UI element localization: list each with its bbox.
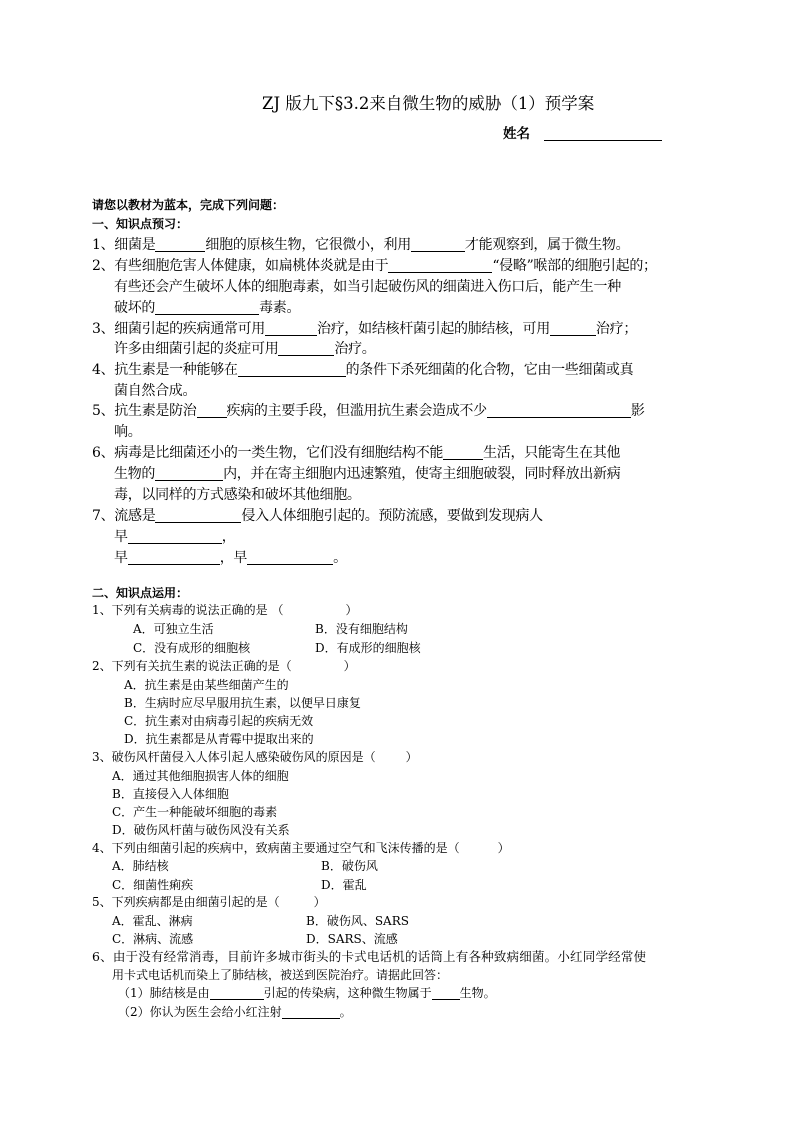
s1-q5-line2: 响。 bbox=[114, 424, 142, 440]
s1-q4-line1: 4、抗生素是一种能够在 的条件下杀死细菌的化合物，它由一些细菌或真 bbox=[92, 362, 634, 378]
s1-q7-line3: 早 ，早 。 bbox=[114, 550, 347, 566]
s1-q3-line1: 3、细菌引起的疾病通常可用 治疗，如结核杆菌引起的肺结核，可用 治疗； bbox=[92, 321, 638, 337]
s2-q5-C: C．淋病、流感 bbox=[112, 932, 194, 946]
s1-q6-line1: 6、病毒是比细菌还小的一类生物，它们没有细胞结构不能 生活，只能寄生在其他 bbox=[92, 445, 621, 461]
s2-q6-sub2: （2）你认为医生会给小红注射 。 bbox=[118, 1005, 352, 1019]
page-title: ZJ 版九下§3.2来自微生物的威胁（1）预学案 bbox=[262, 94, 595, 113]
s2-q3-stem: 3、破伤风杆菌侵入人体引起人感染破伤风的原因是（ ） bbox=[92, 750, 418, 764]
s2-q2-B: B．生病时应尽早服用抗生素，以便早日康复 bbox=[124, 696, 361, 710]
name-field bbox=[503, 122, 662, 142]
s2-q2-stem: 2、下列有关抗生素的说法正确的是（ ） bbox=[92, 659, 356, 673]
s2-q2-C: C．抗生素对由病毒引起的疾病无效 bbox=[124, 714, 314, 728]
s2-q3-A: A．通过其他细胞损害人体的细胞 bbox=[112, 769, 289, 783]
s2-q6-line1: 6、由于没有经常消毒，目前许多城市街头的卡式电话机的话筒上有各种致病细菌。小红同学经常使 bbox=[92, 949, 647, 964]
s1-q2-line3: 破坏的 毒素。 bbox=[114, 300, 301, 316]
s1-q6-line2: 生物的 内，并在寄主细胞内迅速繁殖，使寄主细胞破裂，同时释放出新病 bbox=[114, 466, 621, 482]
s2-q1-D: D．有成形的细胞核 bbox=[315, 641, 421, 655]
s2-q4-A: A．肺结核 bbox=[112, 859, 169, 873]
s2-q4-C: C．细菌性痢疾 bbox=[112, 878, 194, 892]
s2-q3-D: D．破伤风杆菌与破伤风没有关系 bbox=[112, 823, 290, 837]
s2-q4-D: D．霍乱 bbox=[321, 878, 367, 892]
s2-q2-A: A．抗生素是由某些细菌产生的 bbox=[124, 678, 289, 692]
s1-q2-line2: 有些还会产生破坏人体的细胞毒素，如当引起破伤风的细菌进入伤口后，能产生一种 bbox=[114, 279, 621, 295]
s2-q3-C: C．产生一种能破坏细胞的毒素 bbox=[112, 805, 278, 819]
name-label: 姓名 bbox=[503, 126, 530, 142]
s1-q7-line2: 早 ， bbox=[114, 529, 236, 545]
s1-q7-line1: 7、流感是 侵入人体细胞引起的。预防流感，要做到发现病人 bbox=[92, 508, 543, 524]
s2-q1-C: C．没有成形的细胞核 bbox=[133, 641, 251, 655]
s2-q4-stem: 4、下列由细菌引起的疾病中，致病菌主要通过空气和飞沫传播的是（ ） bbox=[92, 841, 510, 855]
section2-heading: 二、知识点运用： bbox=[92, 586, 189, 600]
s1-q6-line3: 毒，以同样的方式感染和破坏其他细胞。 bbox=[114, 487, 361, 503]
section1-heading: 一、知识点预习： bbox=[92, 217, 189, 231]
s2-q4-B: B．破伤风 bbox=[321, 859, 378, 873]
s2-q1-A: A．可独立生活 bbox=[133, 622, 214, 636]
s1-q2-line1: 2、有些细胞危害人体健康，如扁桃体炎就是由于 “侵略”喉部的细胞引起的； bbox=[92, 258, 657, 274]
s2-q2-D: D．抗生素都是从青霉中提取出来的 bbox=[124, 732, 314, 746]
s2-q1-B: B．没有细胞结构 bbox=[315, 622, 408, 636]
s1-q1: 1、细菌是 细胞的原核生物，它很微小，利用 才能观察到，属于微生物。 bbox=[92, 237, 630, 253]
s2-q5-A: A．霍乱、淋病 bbox=[112, 914, 193, 928]
s1-q4-line2: 菌自然合成。 bbox=[114, 383, 197, 399]
name-blank bbox=[544, 127, 662, 142]
s1-q5-line1: 5、抗生素是防治 疾病的主要手段，但滥用抗生素会造成不少 影 bbox=[92, 403, 645, 419]
s2-q3-B: B．直接侵入人体细胞 bbox=[112, 787, 229, 801]
instruction: 请您以教材为蓝本，完成下列问题： bbox=[92, 198, 285, 212]
s2-q6-line2: 用卡式电话机而染上了肺结核，被送到医院治疗。请据此回答： bbox=[112, 968, 449, 982]
s1-q3-line2: 许多由细菌引起的炎症可用 治疗。 bbox=[114, 341, 376, 357]
s2-q1-stem: 1、下列有关病毒的说法正确的是 （ ） bbox=[92, 603, 358, 617]
s2-q6-sub1: （1）肺结核是由 引起的传染病，这种微生物属于 生物。 bbox=[118, 986, 496, 1000]
s2-q5-D: D．SARS、流感 bbox=[306, 932, 398, 946]
s2-q5-stem: 5、下列疾病都是由细菌引起的是（ ） bbox=[92, 895, 326, 909]
s2-q5-B: B．破伤风、SARS bbox=[306, 914, 409, 928]
